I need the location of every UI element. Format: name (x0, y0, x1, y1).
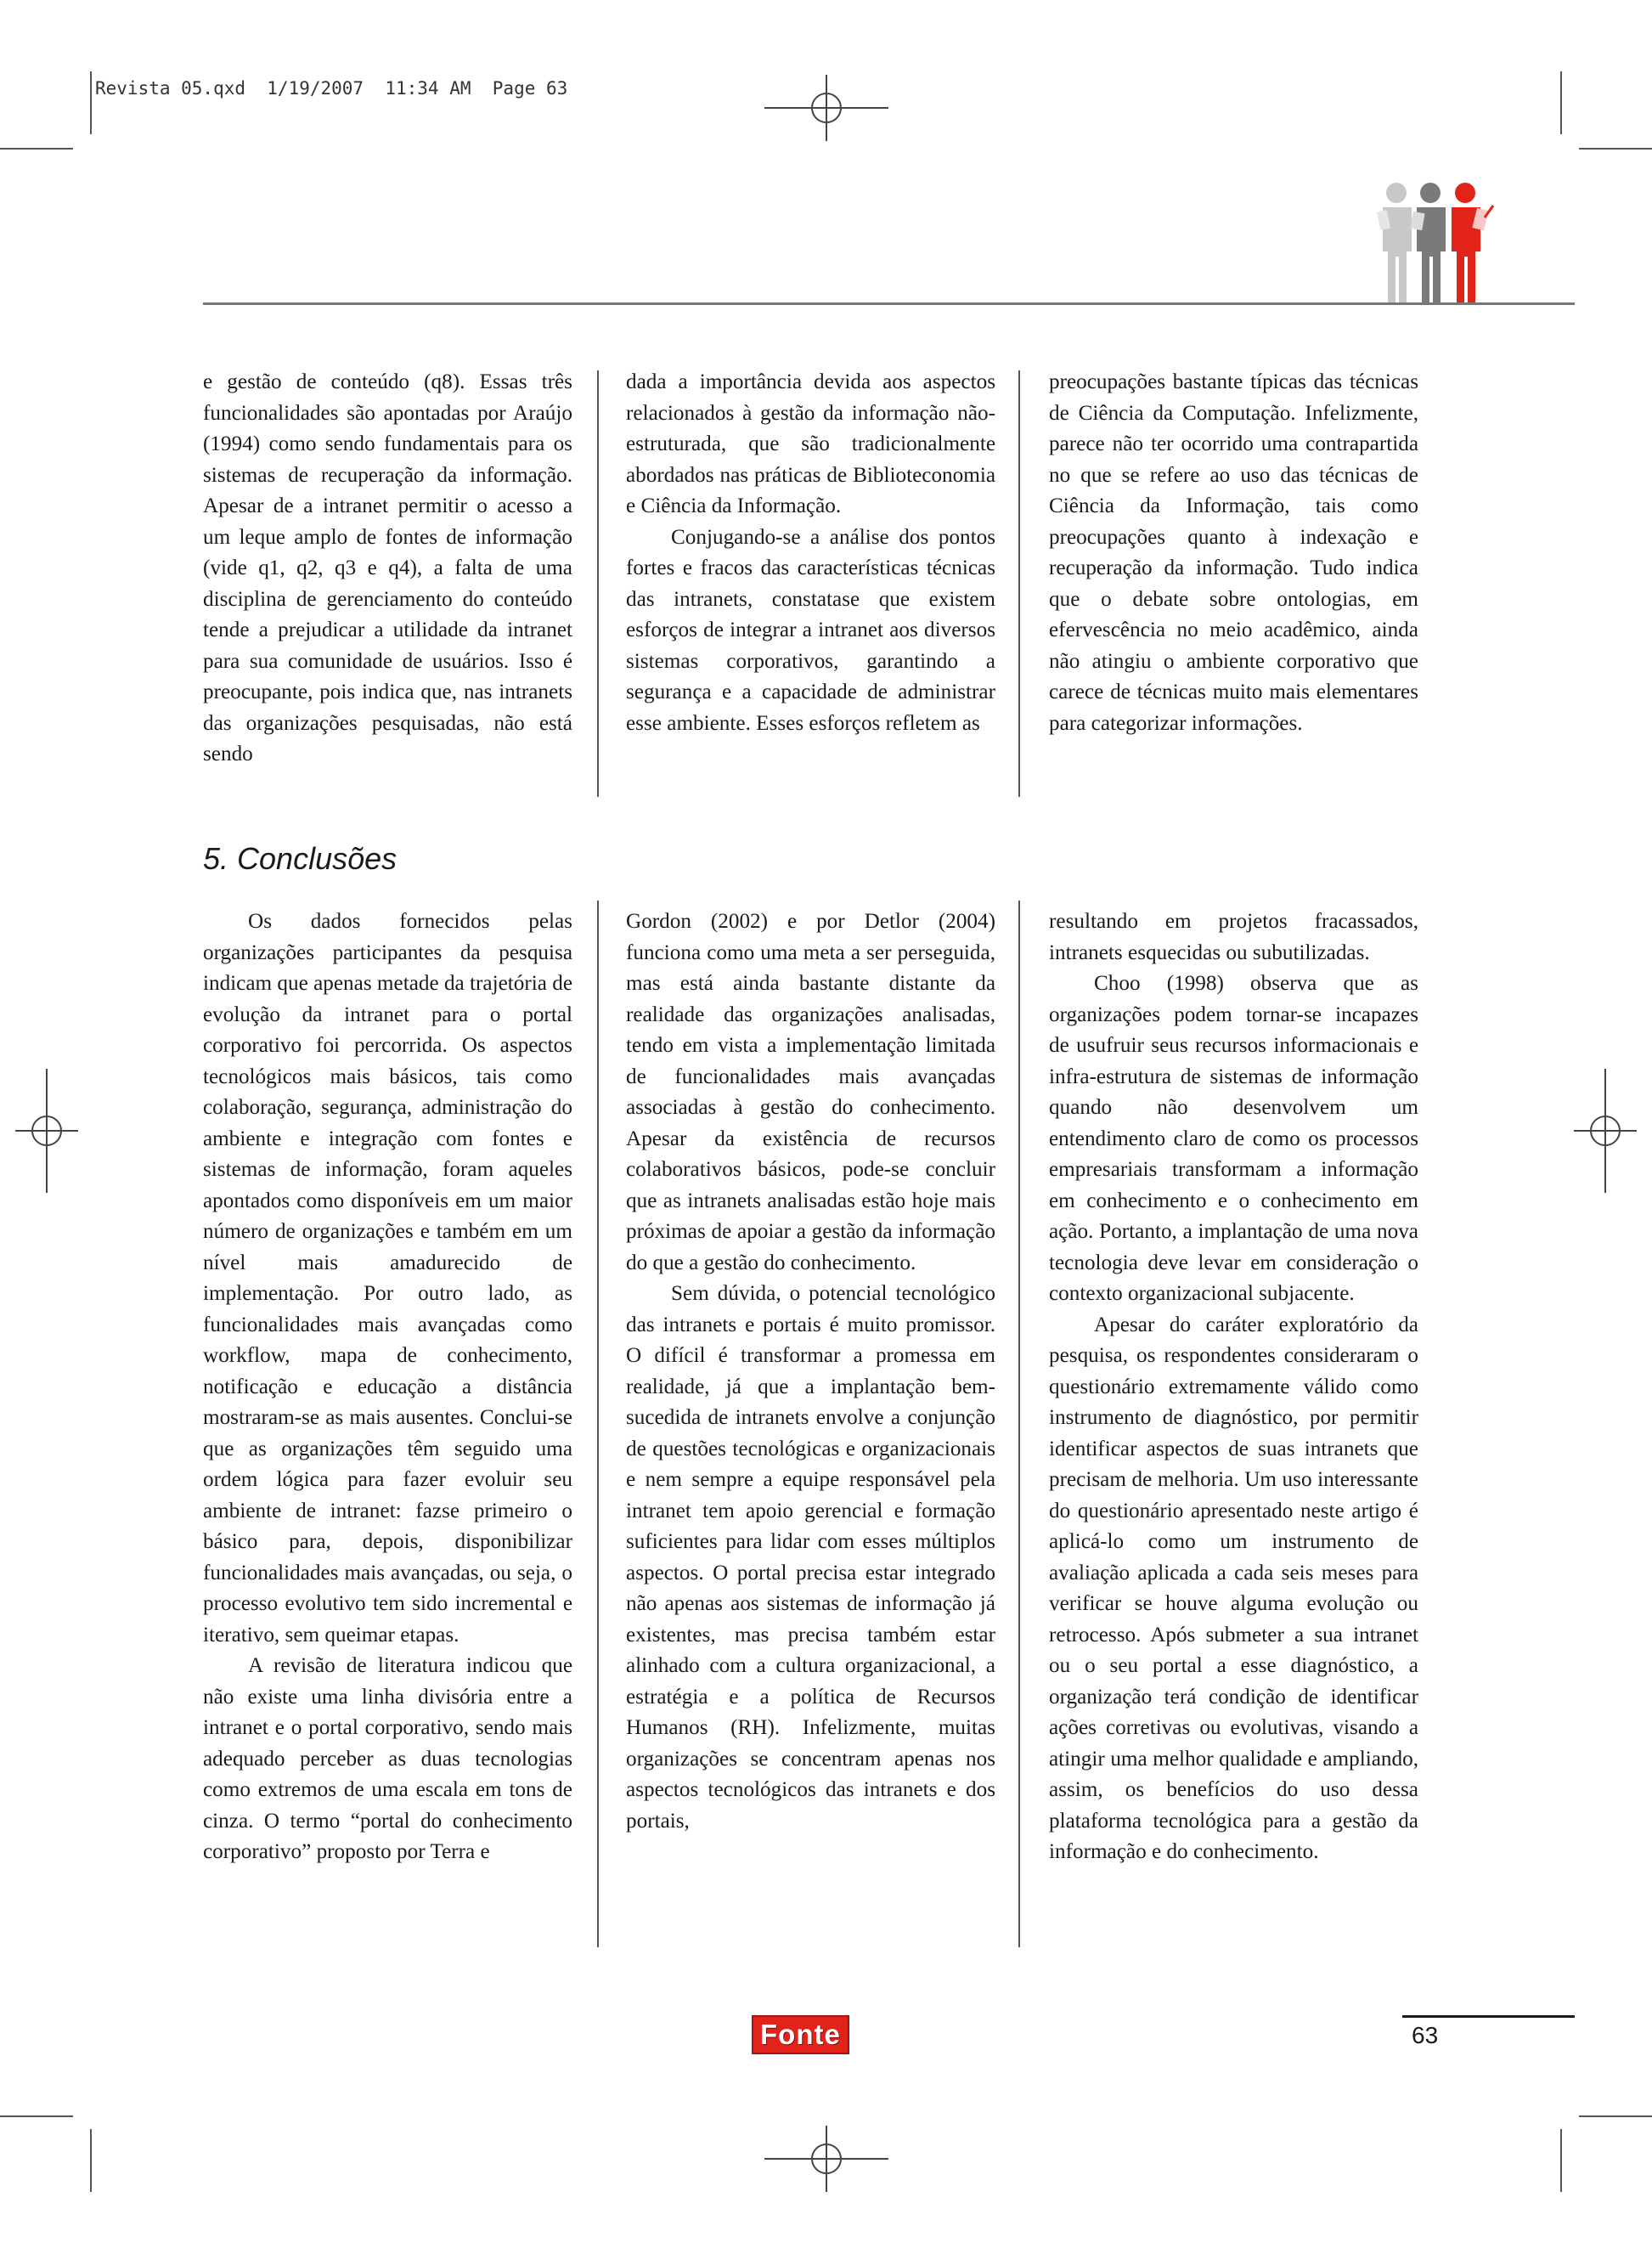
people-figures-icon (1374, 180, 1502, 304)
paragraph: Sem dúvida, o potencial tecnológico das intranets e portais é muito promissor. O difícil é transformar a promessa em realidade, já que a implantação bem-sucedida de intranets envolve a conjunção de questões tecnológicas e organizacionais e nem sempre a equipe responsável pela intranet tem apoio gerencial e formação suficientes para lidar com esses múltiplos aspectos. O portal precisa estar integrado não apenas aos sistemas de informação já existentes, mas precisa também estar alinhado com a cultura organizacional, a estratégia e a política de Recursos Humanos (RH). Infelizmente, muitas organizações se concentram apenas nos aspectos tecnológicos das intranets e dos portais, (626, 1282, 995, 1833)
header-rule (203, 302, 1575, 305)
paragraph: e gestão de conteúdo (q8). Essas três funcionalidades são apontadas por Araújo (1994) como sendo fundamentais para os sistemas de recuperação da informação. Apesar de a intranet permitir o acesso a um leque amplo de fontes de informação (vide q1, q2, q3 e q4), a falta de uma disciplina de gerenciamento do conteúdo tende a prejudicar a utilidade da intranet para sua comunidade de usuários. Isso é preocupante, pois indica que, nas intranets das organizações pesquisadas, não está sendo (203, 370, 572, 765)
paragraph: Conjugando-se a análise dos pontos fortes e fracos das características técnicas das intranets, constatase que existem esforços de integrar a intranet aos diversos sistemas corporativos, garantindo a segurança e a capacidade de administrar esse ambiente. Esses esforços refletem as (626, 525, 995, 735)
registration-mark-top (764, 75, 888, 141)
paragraph: preocupações bastante típicas das técnicas de Ciência da Computação. Infelizmente, parece não ter ocorrido uma contrapartida no que se refere ao uso das técnicas de Ciência da Informação, tais como preocupações quanto à indexação e recuperação da informação. Tudo indica que o debate sobre ontologias, em efervescência no meio acadêmico, ainda não atingiu o ambiente corporativo que carece de técnicas muito mais elementares para categorizar informações. (1049, 370, 1418, 735)
registration-mark-left (15, 1069, 78, 1193)
registration-mark-bottom (764, 2126, 888, 2192)
column-divider (1018, 370, 1020, 797)
bottom-column-2 (626, 907, 995, 1837)
footer-rule (1402, 2015, 1575, 2018)
print-slug: Revista 05.qxd 1/19/2007 11:34 AM Page 63 (95, 78, 568, 99)
paragraph: Apesar do caráter exploratório da pesquisa, os respondentes consideraram o questionário extremamente válido como instrumento de diagnóstico, por permitir identificar aspectos de suas intranets que precisam de melhoria. Um uso interessante do questionário apresentado neste artigo é aplicá-lo como um instrumento de avaliação aplicada a cada seis meses para verificar se houve alguma evolução ou retrocesso. Após submeter a sua intranet ou o seu portal a esse diagnóstico, a organização terá condição de identificar ações corretivas ou evolutivas, visando a atingir uma melhor qualidade e ampliando, assim, os benefícios do uso dessa plataforma tecnológica para a gestão da informação e do conhecimento. (1049, 1313, 1418, 1863)
paragraph: Choo (1998) observa que as organizações podem tornar-se incapazes de usufruir seus recursos informacionais e infra-estrutura de sistemas de informação quando não desenvolvem um entendimento claro de como os processos empresariais transformam a informação em conhecimento e o conhecimento em ação. Portanto, a implantação de uma nova tecnologia deve levar em consideração o contexto organizacional subjacente. (1049, 972, 1418, 1305)
section-title: 5. Conclusões (203, 841, 397, 876)
column-divider (597, 901, 599, 1947)
paragraph: Os dados fornecidos pelas organizações participantes da pesquisa indicam que apenas metade da trajetória de evolução da intranet para o portal corporativo foi percorrida. Os aspectos tecnológicos mais básicos, tais como colaboração, segurança, administração do ambiente e integração com fontes e sistemas de informação, foram aqueles apontados como disponíveis em um maior número de organizações e também em um nível mais amadurecido de implementação. Por outro lado, as funcionalidades mais avançadas como workflow, mapa de conhecimento, notificação e educação a distância mostraram-se as mais ausentes. Conclui-se que as organizações têm seguido uma ordem lógica para fazer evoluir seu ambiente de intranet: fazse primeiro o básico para, depois, disponibilizar funcionalidades mais avançadas, ou seja, o processo evolutivo tem sido incremental e iterativo, sem queimar etapas. (203, 910, 572, 1647)
column-divider (597, 370, 599, 797)
top-column-2 (626, 367, 995, 739)
paragraph: dada a importância devida aos aspectos relacionados à gestão da informação não-estruturada, que são tradicionalmente abordados nas práticas de Biblioteconomia e Ciência da Informação. (626, 370, 995, 517)
paragraph: resultando em projetos fracassados, intranets esquecidas ou subutilizadas. (1049, 910, 1418, 964)
bottom-column-1 (203, 907, 572, 1868)
paragraph: Gordon (2002) e por Detlor (2004) funciona como uma meta a ser perseguida, mas está ainda bastante distante da realidade das organizações analisadas, tendo em vista a implementação limitada de funcionalidades mais avançadas associadas à gestão do conhecimento. Apesar da existência de recursos colaborativos básicos, pode-se concluir que as intranets analisadas estão hoje mais próximas de apoiar a gestão da informação do que a gestão do conhecimento. (626, 910, 995, 1274)
fonte-logo: Fonte (752, 2015, 849, 2054)
top-column-1 (203, 367, 572, 771)
bottom-column-3 (1049, 907, 1418, 1868)
top-column-3 (1049, 367, 1418, 739)
column-divider (1018, 901, 1020, 1947)
paragraph: A revisão de literatura indicou que não existe uma linha divisória entre a intranet e o portal corporativo, sendo mais adequado perceber as duas tecnologias como extremos de uma escala em tons de cinza. O termo “portal do conhecimento corporativo” proposto por Terra e (203, 1654, 572, 1863)
page-number: 63 (1412, 2022, 1439, 2048)
registration-mark-right (1574, 1069, 1637, 1193)
